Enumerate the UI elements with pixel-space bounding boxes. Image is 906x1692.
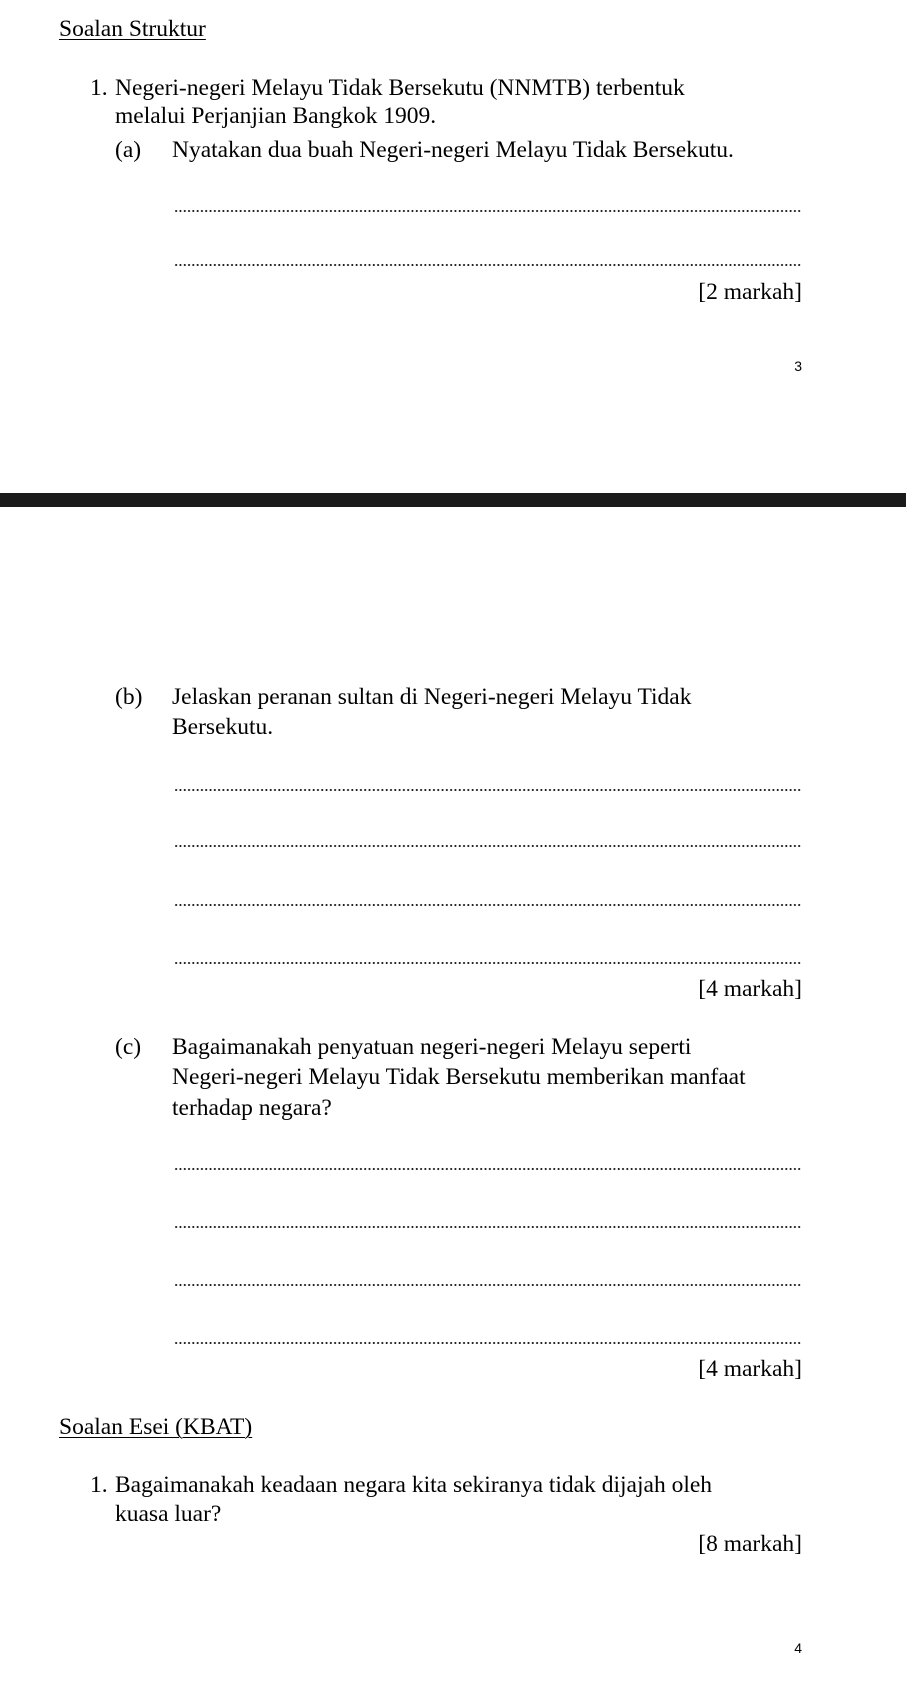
marks-essay: [8 markah]	[698, 1531, 802, 1557]
section-heading-structure: Soalan Struktur	[59, 16, 206, 42]
question-1b-text-line2: Bersekutu.	[172, 714, 274, 740]
marks-1a: [2 markah]	[698, 279, 802, 305]
section-heading-essay: Soalan Esei (KBAT)	[59, 1414, 253, 1440]
answer-line-1c-3[interactable]	[174, 1284, 802, 1286]
answer-line-1c-1[interactable]	[174, 1168, 802, 1170]
essay-question-number: 1.	[90, 1472, 108, 1498]
question-1-text-line1: Negeri-negeri Melayu Tidak Bersekutu (NNMTB) terbentuk	[115, 75, 685, 101]
essay-question-line1: Bagaimanakah keadaan negara kita sekiranya tidak dijajah oleh	[115, 1472, 713, 1498]
marks-1b: [4 markah]	[698, 976, 802, 1002]
answer-line-1b-1[interactable]	[174, 789, 802, 791]
page-number-4: 4	[794, 1640, 802, 1656]
question-1a-label: (a)	[115, 137, 142, 163]
question-1c-text-line3: terhadap negara?	[172, 1095, 332, 1121]
question-1c-text-line1: Bagaimanakah penyatuan negeri-negeri Melayu seperti	[172, 1034, 692, 1060]
answer-line-1b-3[interactable]	[174, 904, 802, 906]
page-separator	[0, 493, 906, 507]
question-1c-text-line2: Negeri-negeri Melayu Tidak Bersekutu memberikan manfaat	[172, 1064, 746, 1090]
question-1a-text: Nyatakan dua buah Negeri-negeri Melayu Tidak Bersekutu.	[172, 137, 734, 163]
question-1-text-line2: melalui Perjanjian Bangkok 1909.	[115, 103, 437, 129]
essay-question-line2: kuasa luar?	[115, 1501, 222, 1527]
question-1b-label: (b)	[115, 684, 143, 710]
marks-1c: [4 markah]	[698, 1356, 802, 1382]
answer-line-1a-2[interactable]	[174, 264, 802, 266]
question-1b-text-line1: Jelaskan peranan sultan di Negeri-negeri Melayu Tidak	[172, 684, 692, 710]
question-1c-label: (c)	[115, 1034, 142, 1060]
answer-line-1c-4[interactable]	[174, 1342, 802, 1344]
question-1-number: 1.	[90, 75, 108, 101]
page-number-3: 3	[794, 358, 802, 374]
answer-line-1a-1[interactable]	[174, 210, 802, 212]
answer-line-1c-2[interactable]	[174, 1226, 802, 1228]
answer-line-1b-2[interactable]	[174, 845, 802, 847]
answer-line-1b-4[interactable]	[174, 962, 802, 964]
